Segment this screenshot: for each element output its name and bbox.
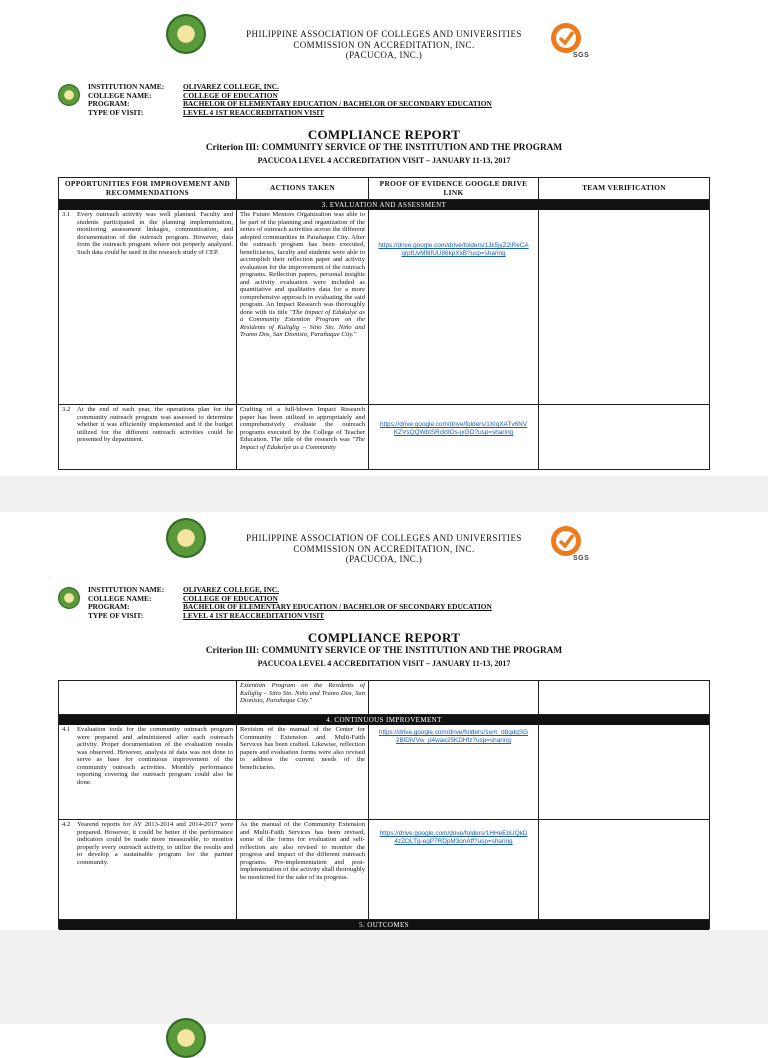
drive-link[interactable]: https://drive.google.com/drive/folders/1HHeEbUQkD4zZOLTg-egP7RDpM3onAff?usp=sharing <box>379 830 528 845</box>
page-gap <box>0 930 768 1024</box>
college-logo <box>58 84 80 106</box>
table-row: 4.1 Evaluation tools for the community outreach program were prepared and administered after each outreach activity. Proper documentation of the evaluation results was observed. However, analysis of data was not done to serve as base for continuous improvement of the community outreach activities. Monthly performance reporting covering the outreach program could also be done. Revision of the manual of the Center for Community Extension and Multi-Faith Services has been crafted. Likewise, reflection papers and evaluation forms were also revised to address the current needs of the beneficiaries. https://drive.google.com/drive/folders/1em_d8gdqSG2BlDiVVw_p4wae25KDHfz?usp=sharing <box>59 725 709 820</box>
sgs-label: SGS <box>573 555 590 562</box>
institution-info: INSTITUTION NAME: OLIVAREZ COLLEGE, INC. COLLEGE NAME: COLLEGE OF EDUCATION PROGRAM: BACHELOR OF ELEMENTARY EDUCATION / BACHELOR OF SECONDARY EDUCATION TYPE OF VISIT: LEVEL 4 1ST REACCREDITATION VISIT <box>88 585 492 620</box>
drive-link[interactable]: https://drive.google.com/drive/folders/1em_d8gdqSG2BlDiVVw_p4wae25KDHfz?usp=sharing <box>378 729 529 744</box>
table-row: 4.2 Yearend reports for AY 2013-2014 and 2014-2017 were prepared. However, it could be better if the performance indicators could be made more measurable, to monitor properly every outreach activity, to utilize the results and to develop a sustainable program for the partner community. As the manual of the Community Extension and Multi-Faith Services has been revised, some of the forms for evaluation and self-reflection are also revised to monitor the progress and impact of the different outreach programs. Pre-implementation and post-implementation of the activity shall thoroughly be monitored for the sake of its progress. https://drive.google.com/drive/folders/1HHeEbUQkD4zZOLTg-egP7RDpM3onAff?usp=sharing <box>59 820 709 920</box>
criterion-title: Criterion III: COMMUNITY SERVICE OF THE INSTITUTION AND THE PROGRAM <box>205 646 563 656</box>
compliance-table <box>58 680 710 929</box>
criterion-title: Criterion III: COMMUNITY SERVICE OF THE INSTITUTION AND THE PROGRAM <box>205 143 563 153</box>
report-title: COMPLIANCE REPORT <box>307 127 461 142</box>
compliance-table <box>58 177 710 470</box>
association-name: PHILIPPINE ASSOCIATION OF COLLEGES AND UNIVERSITIES COMMISSION ON ACCREDITATION, INC. (PACUCOA, INC.) <box>246 533 522 564</box>
section-header: 4. CONTINUOUS IMPROVEMENT <box>59 715 709 725</box>
section-header: 5. OUTCOMES <box>59 920 709 930</box>
team-verification-cell <box>539 820 709 919</box>
team-verification-cell <box>539 210 709 404</box>
drive-link[interactable]: https://drive.google.com/drive/folders/1Jk5jyZ2iReCAqrpfUvM6lfUU86kpXxB?usp=sharing <box>378 242 529 257</box>
pacucoa-seal-logo <box>166 1018 206 1058</box>
table-header: OPPORTUNITIES FOR IMPROVEMENT AND RECOMMENDATIONS ACTIONS TAKEN PROOF OF EVIDENCE GOOGLE DRIVE LINK TEAM VERIFICATION <box>59 178 709 200</box>
section-header: 3. EVALUATION AND ASSESSMENT <box>59 200 709 210</box>
visit-line: PACUCOA LEVEL 4 ACCREDITATION VISIT – JANUARY 11-13, 2017 <box>257 156 511 165</box>
team-verification-cell <box>539 405 709 469</box>
table-row: 3.1 Every outreach activity was well planned. Faculty and students participated in the planning implementation, monitoring assessment linkages, communication, and documentation of the outreach program. However, data from the outreach program where not properly analyzed. Such data could be used in the research study of CEP. The Future Mentors Organization was able to be part of the planning and organization of the series of outreach activities across the different adopted communities in Parañaque City. After the outreach program has been executed, beneficiaries, faculty and students were able to accomplish their reflection paper and activity evaluation for the improvement of the outreach programs. Reflection papers, personal insights and activity evaluation were included as quantitative and qualitative data for a more comprehensive approach in evaluating the said program. An Impact Research was thoroughly done with its title "The Impact of Edukalye as a Community Extention Program on the Residents of Kuliglig – Sitio Sto. Niño and Tramo Dos, San Dionisio, Parañaque City." https://drive.google.com/drive/folders/1Jk5jyZ2iReCAqrpfUvM6lfUU86kpXxB?usp=sharing <box>59 210 709 405</box>
team-verification-cell <box>539 725 709 819</box>
association-name: PHILIPPINE ASSOCIATION OF COLLEGES AND UNIVERSITIES COMMISSION ON ACCREDITATION, INC. (PACUCOA, INC.) <box>246 29 522 60</box>
college-logo <box>58 587 80 609</box>
page-gap <box>0 476 768 512</box>
drive-link[interactable]: https://drive.google.com/drive/folders/1XIqXATv6NVKZVsQQWbISRck9Os-jxGO?usp=sharing <box>380 421 527 436</box>
table-row: Extention Program on the Residents of Kuliglig – Sitio Sto. Niño and Tramo Dos, San Dionisio, Parañaque City." <box>59 681 709 715</box>
sgs-label: SGS <box>573 52 590 59</box>
institution-info: INSTITUTION NAME: OLIVAREZ COLLEGE, INC. COLLEGE NAME: COLLEGE OF EDUCATION PROGRAM: BACHELOR OF ELEMENTARY EDUCATION / BACHELOR OF SECONDARY EDUCATION TYPE OF VISIT: LEVEL 4 1ST REACCREDITATION VISIT <box>88 82 492 117</box>
table-row: 3.2 At the end of each year, the operations plan for the community outreach program was assessed to determine whether it was efficiently implemented and if the budget utilized for the different outreach activities could be presented by department. Crafting of a full-blown Impact Research paper has been utilized to appropriately and comprehensively evaluate the outreach programs executed by the College of Teacher Education. The title of the research was "The Impact of Edukalye as a Community https://drive.google.com/drive/folders/1XIqXATv6NVKZVsQQWbISRck9Os-jxGO?usp=sharing <box>59 405 709 469</box>
team-verification-cell <box>539 681 709 714</box>
visit-line: PACUCOA LEVEL 4 ACCREDITATION VISIT – JANUARY 11-13, 2017 <box>257 659 511 668</box>
report-title: COMPLIANCE REPORT <box>307 630 461 645</box>
